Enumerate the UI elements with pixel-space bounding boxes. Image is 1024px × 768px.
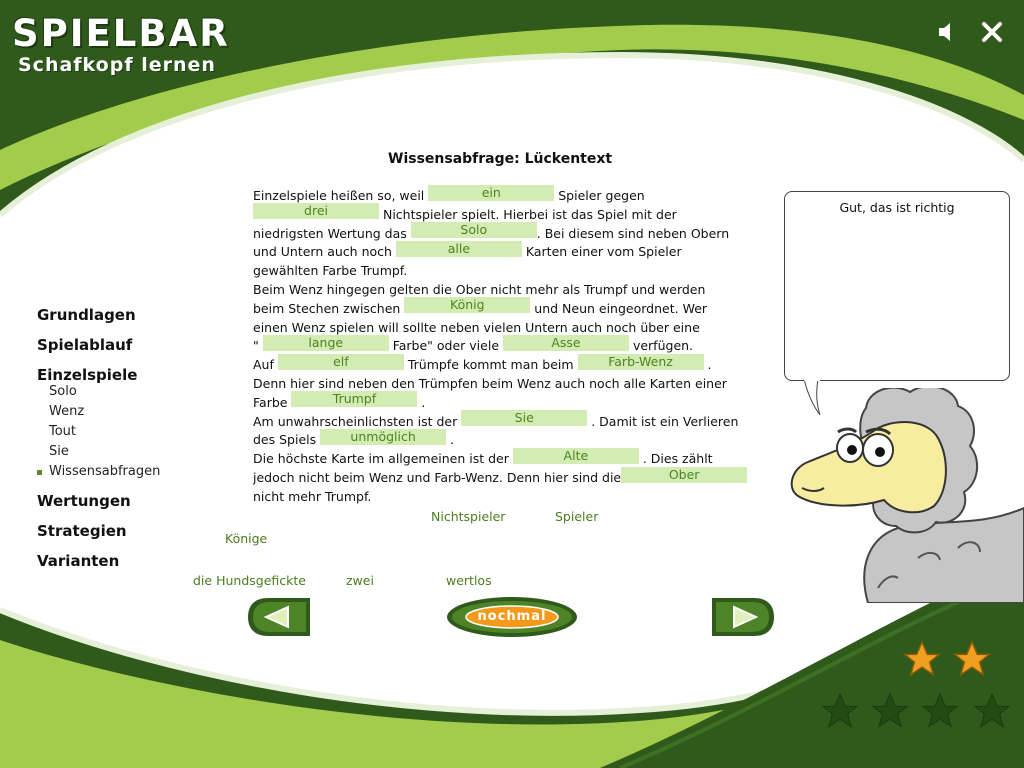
word-bank-item[interactable]: die Hundsgefickte: [193, 573, 306, 588]
nav-item-einzelspiele[interactable]: Einzelspiele: [37, 366, 138, 384]
cloze-line: [253, 262, 407, 280]
cloze-text-segment: gewählten Farbe Trumpf.: [253, 263, 408, 279]
cloze-line: [253, 319, 700, 337]
cloze-text-segment: jedoch nicht beim Wenz und Farb-Wenz. Denn hier sind die: [253, 470, 622, 485]
nav-subitem-tout[interactable]: Tout: [49, 424, 77, 439]
cloze-line: [253, 297, 708, 318]
word-bank-item[interactable]: Nichtspieler: [431, 509, 506, 524]
prev-button[interactable]: [248, 596, 312, 638]
gap-slot[interactable]: Sie: [461, 410, 587, 426]
cloze-line: [253, 375, 727, 393]
star-empty-icon: [975, 694, 1009, 727]
quiz-title: Wissensabfrage: Lückentext: [388, 151, 613, 167]
nav-item-strategien[interactable]: Strategien: [37, 522, 127, 540]
gap-slot[interactable]: Solo: [411, 222, 537, 238]
cloze-text-segment: .: [417, 394, 426, 410]
word-bank-item[interactable]: Könige: [225, 531, 268, 546]
cloze-text-segment: Beim Wenz hingegen gelten die Ober nicht mehr als Trumpf und werden: [253, 282, 706, 297]
cloze-text-segment: verfügen.: [628, 338, 694, 354]
app-title: SPIELBAR: [12, 12, 230, 55]
gap-slot[interactable]: elf: [278, 354, 404, 370]
feedback-bubble: [784, 191, 1010, 381]
cloze-line: [253, 466, 747, 487]
app-logo: [12, 14, 230, 76]
cloze-line: [253, 184, 645, 205]
cloze-text-segment: des Spiels: [253, 432, 321, 448]
cloze-text-segment: einen Wenz spielen will sollte neben vielen Untern auch noch über eine: [253, 319, 700, 335]
word-bank-item[interactable]: Spieler: [555, 509, 599, 524]
gap-slot[interactable]: Ober: [621, 467, 747, 483]
cloze-line: [253, 281, 705, 299]
nav-subitem-wenz[interactable]: Wenz: [49, 404, 85, 419]
nav-item-grundlagen[interactable]: Grundlagen: [37, 306, 136, 324]
cloze-text-segment: .: [703, 357, 712, 373]
cloze-line: [253, 488, 371, 506]
next-button[interactable]: [710, 596, 774, 638]
cloze-line: [253, 428, 455, 449]
cloze-text-segment: . Bei diesem sind neben Obern: [536, 225, 730, 241]
star-empty-icon: [873, 694, 907, 727]
gap-slot[interactable]: Asse: [503, 335, 629, 351]
gap-slot[interactable]: ein: [428, 185, 554, 201]
cloze-text-segment: .: [446, 432, 455, 448]
word-bank-item[interactable]: zwei: [346, 573, 374, 588]
cloze-text-segment: Farbe" oder viele: [388, 338, 503, 354]
cloze-text-segment: Denn hier sind neben den Trümpfen beim Wenz auch noch alle Karten einer: [253, 376, 727, 391]
nochmal-label[interactable]: nochmal: [477, 609, 547, 624]
cloze-line: [253, 222, 730, 243]
gap-slot[interactable]: Farb-Wenz: [578, 354, 704, 370]
stars-rating: [820, 640, 1020, 740]
speaker-icon[interactable]: [934, 18, 962, 46]
nav-item-wertungen[interactable]: Wertungen: [37, 492, 131, 510]
cloze-text-segment: und Neun eingeordnet. Wer: [530, 300, 708, 316]
cloze-text-segment: Spieler gegen: [554, 188, 645, 203]
gap-slot[interactable]: drei: [253, 203, 379, 219]
cloze-line: [253, 447, 713, 468]
nav-item-spielablauf[interactable]: Spielablauf: [37, 336, 133, 354]
cloze-text-segment: Die höchste Karte im allgemeinen ist der: [253, 451, 513, 467]
app-subtitle: Schafkopf lernen: [18, 54, 216, 76]
cloze-line: [253, 391, 426, 412]
cloze-text-segment: und Untern auch noch: [253, 244, 396, 260]
gap-slot[interactable]: alle: [396, 241, 522, 257]
cloze-text-segment: ": [253, 338, 263, 354]
word-bank-item[interactable]: wertlos: [446, 573, 492, 588]
cloze-line: [253, 334, 694, 355]
nav-subitem-solo[interactable]: Solo: [49, 384, 77, 399]
gap-slot[interactable]: Alte: [513, 448, 639, 464]
cloze-text-segment: nicht mehr Trumpf.: [253, 488, 372, 504]
cloze-text-segment: Am unwahrscheinlichsten ist der: [253, 413, 462, 429]
star-empty-icon: [923, 694, 957, 727]
nav-submenu-einzelspiele: [37, 383, 197, 483]
cloze-text-segment: Einzelspiele heißen so, weil: [253, 188, 429, 203]
nav-subitem-wissensabfragen[interactable]: Wissensabfragen: [37, 463, 197, 483]
cloze-text-segment: Trümpfe kommt man beim: [403, 357, 578, 373]
cloze-line: [253, 353, 712, 374]
gap-slot[interactable]: unmöglich: [320, 429, 446, 445]
gap-slot[interactable]: König: [404, 297, 530, 313]
cloze-text-segment: beim Stechen zwischen: [253, 300, 405, 316]
nav-item-varianten[interactable]: Varianten: [37, 552, 120, 570]
star-empty-icon: [823, 694, 857, 727]
close-icon[interactable]: [978, 18, 1006, 46]
star-filled-icon: [955, 642, 989, 675]
cloze-line: [253, 240, 682, 261]
cloze-text-segment: . Damit ist ein Verlieren: [587, 413, 739, 429]
star-filled-icon: [905, 642, 939, 675]
cloze-text-segment: Nichtspieler spielt. Hierbei ist das Spiel mit der: [379, 206, 677, 222]
cloze-line: [253, 410, 739, 431]
sidebar-nav: [37, 303, 197, 579]
cloze-text-segment: Karten einer vom Spieler: [521, 244, 682, 260]
cloze-text-segment: Farbe: [253, 394, 292, 410]
cloze-text-segment: niedrigsten Wertung das: [253, 225, 411, 241]
feedback-text: Gut, das ist richtig: [839, 200, 955, 215]
cloze-text-segment: Auf: [253, 357, 278, 373]
nav-subitem-sie[interactable]: Sie: [49, 444, 69, 459]
gap-slot[interactable]: Trumpf: [291, 391, 417, 407]
cloze-line: [253, 203, 677, 224]
sheep-mascot-icon: [788, 388, 1024, 603]
gap-slot[interactable]: lange: [263, 335, 389, 351]
cloze-text-segment: . Dies zählt: [638, 451, 713, 467]
